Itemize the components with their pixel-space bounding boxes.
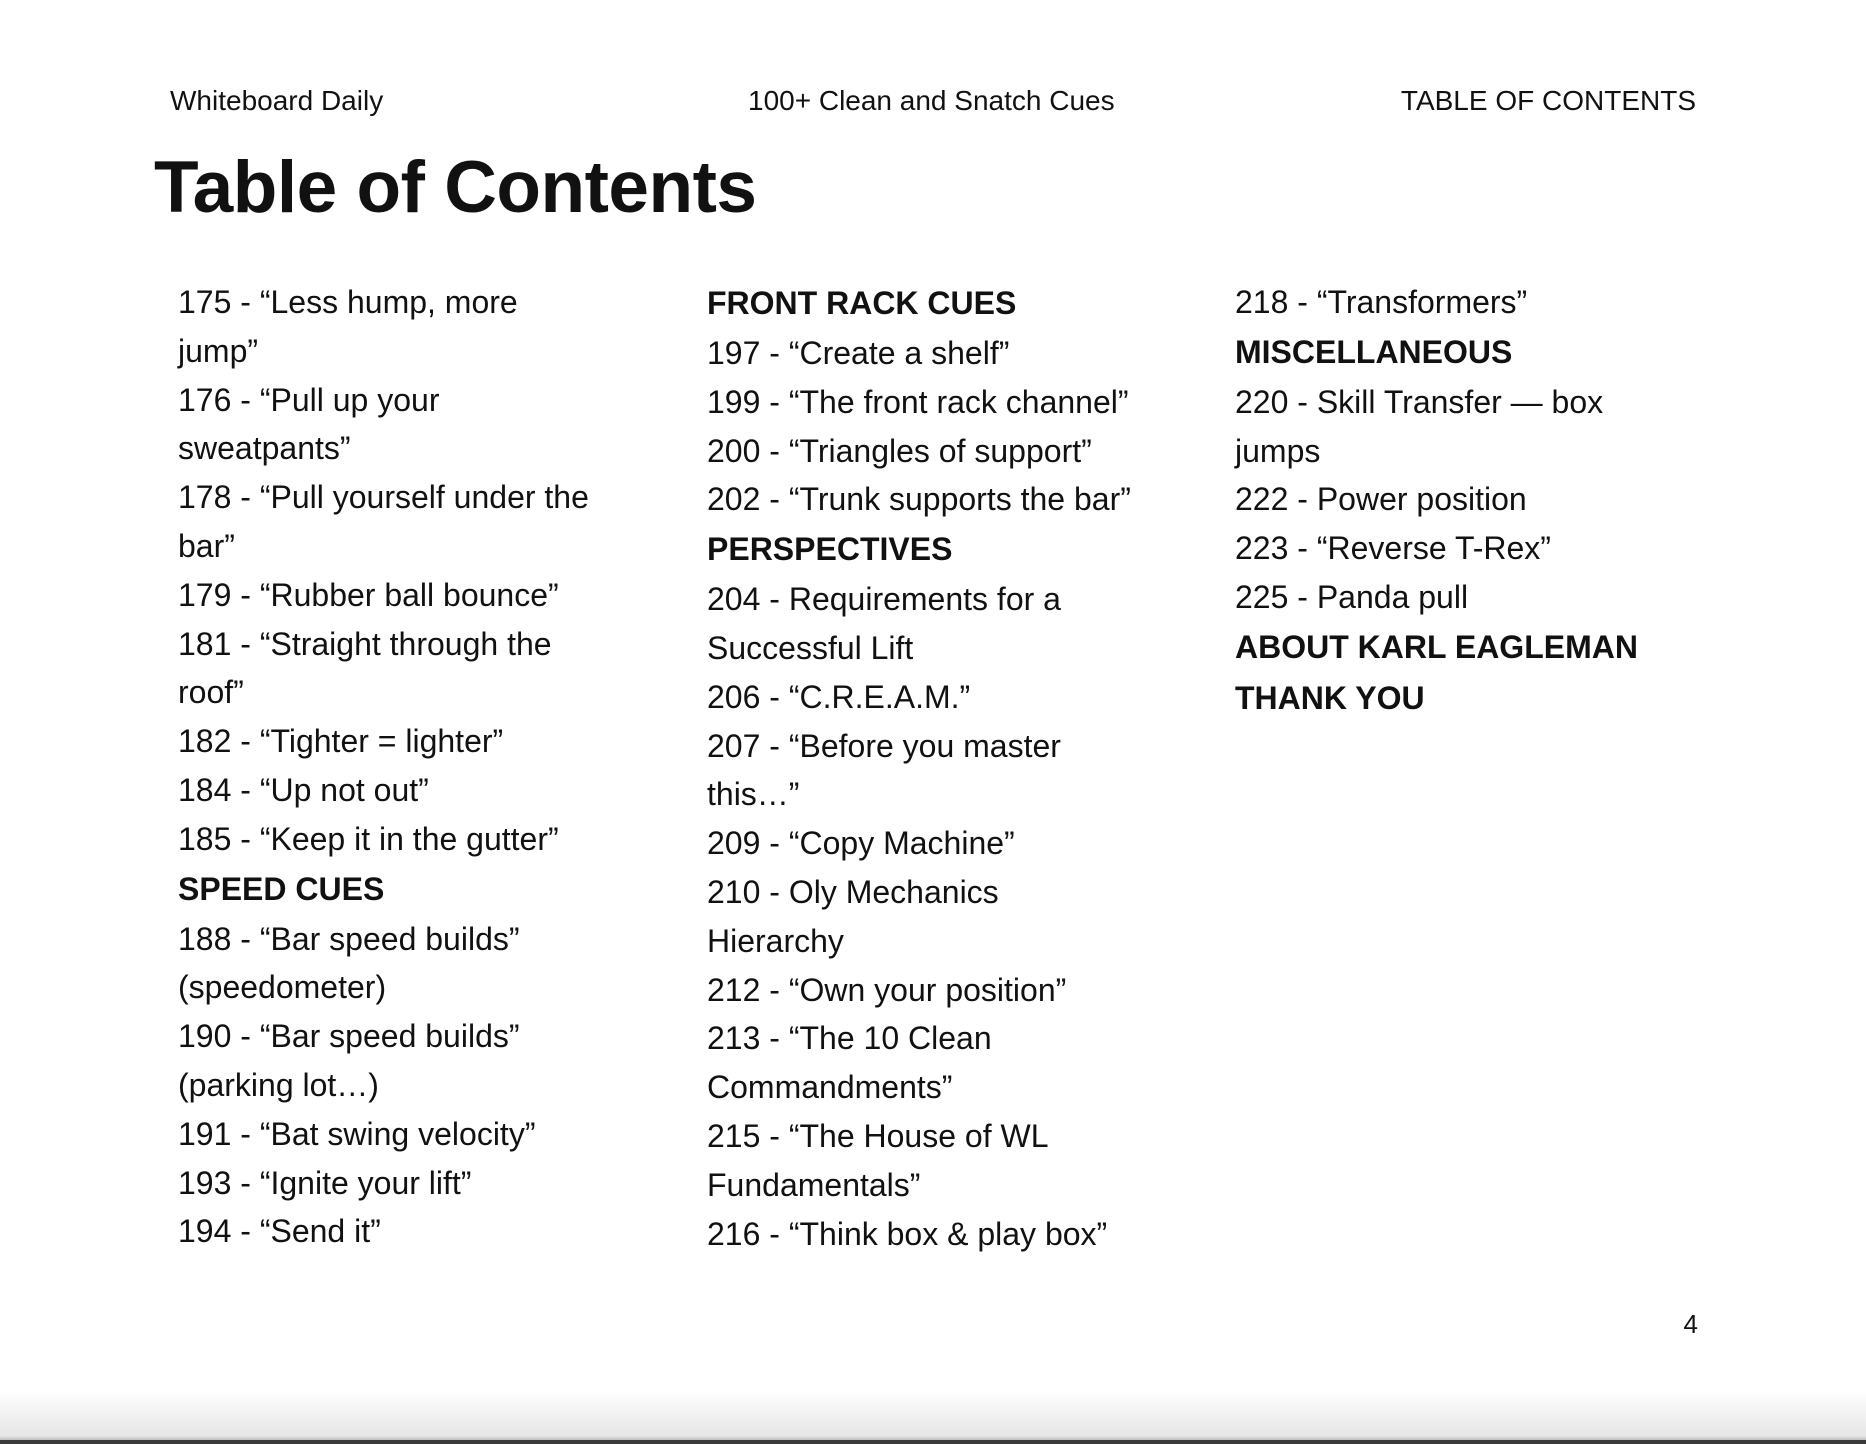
toc-entry-continuation: sweatpants” [178,430,351,467]
toc-entry: 175 - “Less hump, more [178,284,518,320]
toc-entry: 222 - Power position [1235,481,1527,518]
page-bottom-edge [0,1390,1866,1444]
toc-entry-continuation: (parking lot…) [178,1066,379,1103]
toc-entry-continuation: Fundamentals” [707,1166,921,1203]
toc-entry-continuation: (speedometer) [178,969,387,1006]
header-book-title: 100+ Clean and Snatch Cues [748,85,1115,116]
toc-entry-continuation: jump” [178,332,259,369]
toc-entry-continuation: roof” [178,674,244,711]
header-section-name: TABLE OF CONTENTS [1400,85,1696,116]
toc-section-heading: PERSPECTIVES [707,531,953,568]
toc-entry: 202 - “Trunk supports the bar” [707,481,1131,518]
toc-section-heading: FRONT RACK CUES [707,285,1017,321]
toc-entry: 215 - “The House of WL [707,1117,1049,1154]
toc-entry: 209 - “Copy Machine” [707,825,1015,862]
toc-column-1 [178,278,658,1256]
toc-entry: 210 - Oly Mechanics [707,873,999,910]
toc-column-3 [1235,278,1715,724]
toc-entry: 218 - “Transformers” [1235,284,1528,320]
toc-entry: 213 - “The 10 Clean [707,1020,992,1057]
toc-entry: 197 - “Create a shelf” [707,335,1010,371]
toc-entry: 207 - “Before you master [707,727,1061,764]
toc-entry-continuation: Commandments” [707,1069,953,1106]
toc-section-heading: MISCELLANEOUS [1235,333,1513,370]
toc-entry: 181 - “Straight through the [178,625,552,662]
toc-entry: 191 - “Bat swing velocity” [178,1115,536,1152]
toc-column-2 [707,278,1187,1258]
toc-entry: 199 - “The front rack channel” [707,383,1129,420]
toc-entry: 206 - “C.R.E.A.M.” [707,678,971,715]
toc-entry: 188 - “Bar speed builds” [178,920,520,957]
page-number: 4 [1683,1309,1698,1339]
toc-section-heading: THANK YOU [1235,679,1425,716]
toc-entry-continuation: jumps [1235,432,1321,469]
page-title: Table of Contents [154,147,757,228]
bottom-divider [0,1440,1866,1444]
toc-entry: 193 - “Ignite your lift” [178,1164,472,1201]
toc-entry: 194 - “Send it” [178,1213,381,1250]
toc-entry: 216 - “Think box & play box” [707,1215,1108,1252]
toc-entry: 212 - “Own your position” [707,971,1067,1008]
toc-entry-continuation: this…” [707,776,800,813]
toc-entry: 179 - “Rubber ball bounce” [178,576,559,613]
toc-section-heading: SPEED CUES [178,870,385,907]
toc-entry: 220 - Skill Transfer — box [1235,383,1604,420]
toc-entry: 223 - “Reverse T-Rex” [1235,530,1551,567]
toc-entry-continuation: Successful Lift [707,629,914,666]
toc-entry: 185 - “Keep it in the gutter” [178,820,559,857]
toc-entry: 204 - Requirements for a [707,581,1061,618]
toc-entry: 190 - “Bar speed builds” [178,1018,520,1055]
toc-entry-continuation: bar” [178,527,235,564]
toc-entry: 184 - “Up not out” [178,771,429,808]
toc-entry: 176 - “Pull up your [178,381,440,418]
toc-entry: 182 - “Tighter = lighter” [178,723,504,760]
header-publication-name: Whiteboard Daily [170,85,384,116]
toc-entry: 225 - Panda pull [1235,578,1469,615]
toc-entry: 200 - “Triangles of support” [707,432,1092,469]
toc-entry-continuation: Hierarchy [707,922,844,959]
toc-section-heading: ABOUT KARL EAGLEMAN [1235,628,1638,665]
toc-entry: 178 - “Pull yourself under the [178,479,589,516]
